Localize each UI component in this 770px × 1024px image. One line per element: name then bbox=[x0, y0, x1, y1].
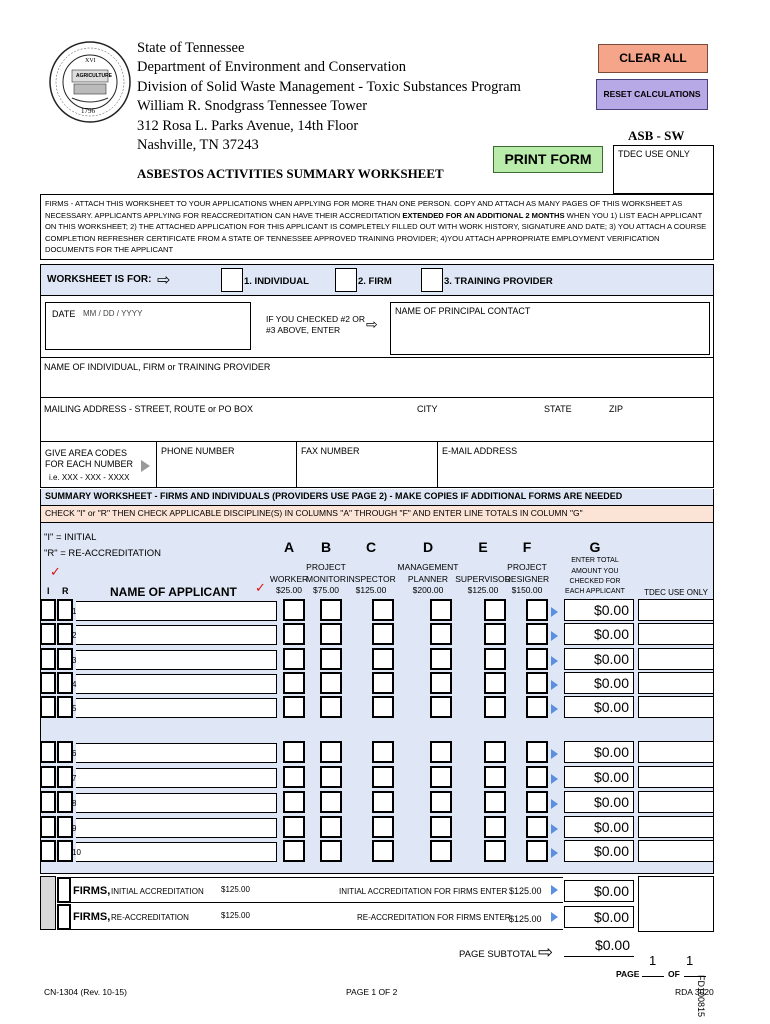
phone-label: PHONE NUMBER bbox=[161, 446, 235, 456]
tdec-use-only-label: TDEC USE ONLY bbox=[618, 149, 690, 159]
discipline-checkbox-e[interactable] bbox=[484, 766, 506, 788]
row-number: 4 bbox=[72, 680, 77, 689]
seal-year: 1796 bbox=[81, 107, 95, 115]
option-training-provider-label: 3. TRAINING PROVIDER bbox=[444, 276, 553, 287]
page-subtotal-label: PAGE SUBTOTAL bbox=[459, 949, 537, 960]
triangle-right-icon bbox=[551, 799, 558, 809]
firms-tdec-box bbox=[638, 876, 714, 932]
column-g-line-4: EACH APPLICANT bbox=[565, 588, 625, 595]
discipline-checkbox-b[interactable] bbox=[320, 766, 342, 788]
date-label: DATE bbox=[52, 309, 76, 319]
row-reaccred-checkbox[interactable] bbox=[57, 672, 73, 694]
arrow-right-icon: ⇨ bbox=[366, 316, 378, 332]
discipline-checkbox-e[interactable] bbox=[484, 840, 506, 862]
column-b-price: $75.00 bbox=[313, 585, 339, 595]
clear-all-button[interactable]: CLEAR ALL bbox=[598, 44, 708, 73]
summary-heading: SUMMARY WORKSHEET - FIRMS AND INDIVIDUALS (PROVIDERS USE PAGE 2) - MAKE COPIES IF ADDITIONAL FORMS ARE NEEDED bbox=[40, 489, 714, 506]
column-r-label: R bbox=[62, 586, 69, 596]
discipline-checkbox-f[interactable] bbox=[526, 599, 548, 621]
firms-re-total[interactable]: $0.00 bbox=[564, 906, 634, 928]
discipline-checkbox-e[interactable] bbox=[484, 741, 506, 763]
triangle-right-icon bbox=[551, 848, 558, 858]
applicant-name-input[interactable] bbox=[72, 698, 277, 718]
zip-label: ZIP bbox=[609, 404, 624, 414]
row-number: 8 bbox=[72, 799, 77, 808]
discipline-checkbox-a[interactable] bbox=[283, 599, 305, 621]
row-tdec-box bbox=[638, 599, 714, 621]
discipline-checkbox-d[interactable] bbox=[430, 840, 452, 862]
row-initial-checkbox[interactable] bbox=[40, 623, 56, 645]
applicant-name-input[interactable] bbox=[72, 743, 277, 763]
discipline-checkbox-f[interactable] bbox=[526, 840, 548, 862]
discipline-checkbox-d[interactable] bbox=[430, 648, 452, 670]
area-codes-line-2: FOR EACH NUMBER bbox=[45, 459, 134, 469]
discipline-checkbox-c[interactable] bbox=[372, 623, 394, 645]
discipline-checkbox-f[interactable] bbox=[526, 816, 548, 838]
discipline-checkbox-e[interactable] bbox=[484, 696, 506, 718]
firms-re-checkbox[interactable] bbox=[57, 904, 71, 930]
discipline-checkbox-a[interactable] bbox=[283, 648, 305, 670]
discipline-checkbox-d[interactable] bbox=[430, 741, 452, 763]
row-number: 3 bbox=[72, 656, 77, 665]
row-initial-checkbox[interactable] bbox=[40, 840, 56, 862]
row-reaccred-checkbox[interactable] bbox=[57, 766, 73, 788]
print-form-button[interactable]: PRINT FORM bbox=[493, 146, 603, 173]
discipline-checkbox-f[interactable] bbox=[526, 766, 548, 788]
row-number: 6 bbox=[72, 749, 77, 758]
row-number: 9 bbox=[72, 824, 77, 833]
firms-re-price: $125.00 bbox=[221, 911, 250, 920]
instructions-text-2: WHEN YOU 1) LIST EACH APPLICANT ON THIS WORKSHEET; 2) THE ATTACHED APPLICATION FOR THIS APPLICANT IS COMPLETELY FILLED OUT WITH WORK HISTORY, SIGNATURE AND DATE; 3) YOU ATTACH A COURSE COMPLETION REFRESHER CERTIFICATE FROM A STATE OF TENNESSEE APPROVED TRAINING PROVIDER; 4)YOU ATTACH APPROPRIATE EMPLOYMENT VERIFICATION DOCUMENTS FOR THE APPLICANT bbox=[45, 210, 707, 254]
header-state: State of Tennessee bbox=[137, 40, 245, 56]
row-total-amount[interactable]: $0.00 bbox=[564, 648, 634, 670]
triangle-right-icon bbox=[551, 656, 558, 666]
footer-form-number: CN-1304 (Rev. 10-15) bbox=[44, 987, 127, 997]
discipline-checkbox-b[interactable] bbox=[320, 648, 342, 670]
discipline-checkbox-e[interactable] bbox=[484, 599, 506, 621]
checkbox-individual[interactable] bbox=[221, 268, 243, 292]
applicant-name-input[interactable] bbox=[72, 625, 277, 645]
city-label: CITY bbox=[417, 404, 438, 414]
discipline-checkbox-f[interactable] bbox=[526, 741, 548, 763]
instructions-bold: EXTENDED FOR AN ADDITIONAL 2 MONTHS bbox=[402, 210, 565, 220]
firms-re-enter-label: RE-ACCREDITATION FOR FIRMS ENTER bbox=[357, 913, 511, 922]
row-reaccred-checkbox[interactable] bbox=[57, 623, 73, 645]
header-city: Nashville, TN 37243 bbox=[137, 137, 259, 153]
worksheet-for-label: WORKSHEET IS FOR: bbox=[47, 274, 152, 285]
triangle-right-icon bbox=[141, 460, 150, 472]
triangle-right-icon bbox=[551, 631, 558, 641]
page-title: ASBESTOS ACTIVITIES SUMMARY WORKSHEET bbox=[137, 166, 444, 181]
triangle-right-icon bbox=[551, 749, 558, 759]
page-subtotal-value[interactable]: $0.00 bbox=[564, 935, 634, 957]
firms-initial-checkbox[interactable] bbox=[57, 877, 71, 903]
seal-center-text: AGRICULTURE bbox=[76, 73, 113, 79]
row-number: 10 bbox=[72, 848, 81, 857]
discipline-checkbox-f[interactable] bbox=[526, 791, 548, 813]
discipline-checkbox-a[interactable] bbox=[283, 766, 305, 788]
firms-re-label: RE-ACCREDITATION bbox=[111, 913, 189, 922]
row-initial-checkbox[interactable] bbox=[40, 672, 56, 694]
applicant-name-input[interactable] bbox=[72, 818, 277, 838]
column-f-line-1: PROJECT bbox=[507, 562, 547, 572]
row-tdec-box bbox=[638, 741, 714, 763]
triangle-right-icon bbox=[551, 824, 558, 834]
checkbox-training-provider[interactable] bbox=[421, 268, 443, 292]
discipline-checkbox-b[interactable] bbox=[320, 840, 342, 862]
tdec-use-only-column: TDEC USE ONLY bbox=[644, 588, 708, 597]
triangle-right-icon bbox=[551, 607, 558, 617]
row-tdec-box bbox=[638, 672, 714, 694]
of-label: OF bbox=[668, 969, 680, 979]
check-mark-icon: ✓ bbox=[255, 580, 266, 595]
instructions-text-1: FIRMS - ATTACH THIS WORKSHEET TO YOUR APPLICATIONS WHEN APPLYING FOR MORE THAN ONE PERSON. COPY AND ATTACH AS MANY PAGES OF THIS WORKSHEET AS NECESSARY. APPLICANTS APPLYING FOR REACCREDITATION CAN HAVE THEIR ACCREDITATION bbox=[45, 199, 683, 220]
column-f-price: $150.00 bbox=[511, 585, 543, 595]
firms-initial-label: INITIAL ACCREDITATION bbox=[111, 887, 204, 896]
seal-roman: XVI bbox=[85, 58, 96, 64]
arrow-right-icon: ⇨ bbox=[538, 942, 554, 962]
firms-re-enter-amount: $125.00 bbox=[509, 914, 542, 924]
column-c-letter: C bbox=[365, 539, 377, 555]
firms-initial-bold-label: FIRMS, bbox=[73, 885, 111, 897]
discipline-checkbox-a[interactable] bbox=[283, 672, 305, 694]
triangle-right-icon bbox=[551, 912, 558, 922]
discipline-checkbox-e[interactable] bbox=[484, 672, 506, 694]
tdec-use-only-box bbox=[613, 145, 714, 194]
firms-initial-enter-label: INITIAL ACCREDITATION FOR FIRMS ENTER bbox=[339, 887, 508, 896]
row-initial-checkbox[interactable] bbox=[40, 741, 56, 763]
row-reaccred-checkbox[interactable] bbox=[57, 840, 73, 862]
column-a-letter: A bbox=[283, 539, 295, 555]
reset-calculations-button[interactable]: RESET CALCULATIONS bbox=[596, 79, 708, 110]
firms-initial-total[interactable]: $0.00 bbox=[564, 880, 634, 902]
triangle-right-icon bbox=[551, 680, 558, 690]
phone-row bbox=[40, 442, 714, 488]
firms-initial-enter-amount: $125.00 bbox=[509, 886, 542, 896]
option-firm-label: 2. FIRM bbox=[358, 276, 392, 287]
discipline-checkbox-a[interactable] bbox=[283, 741, 305, 763]
column-c-price: $125.00 bbox=[355, 585, 387, 595]
principal-contact-label: NAME OF PRINCIPAL CONTACT bbox=[395, 306, 531, 316]
header-department: Department of Environment and Conservation bbox=[137, 59, 406, 75]
row-total-amount[interactable]: $0.00 bbox=[564, 741, 634, 763]
email-label: E-MAIL ADDRESS bbox=[442, 446, 518, 456]
firms-re-bold-label: FIRMS, bbox=[73, 911, 111, 923]
form-code: ASB - SW bbox=[628, 128, 685, 143]
row-total-amount[interactable]: $0.00 bbox=[564, 672, 634, 694]
row-initial-checkbox[interactable] bbox=[40, 791, 56, 813]
row-total-amount[interactable]: $0.00 bbox=[564, 599, 634, 621]
column-e-letter: E bbox=[478, 539, 488, 555]
applicant-name-input[interactable] bbox=[72, 793, 277, 813]
state-seal bbox=[48, 40, 132, 124]
date-field[interactable] bbox=[45, 302, 251, 350]
name-of-applicant-header: NAME OF APPLICANT bbox=[110, 585, 237, 599]
discipline-checkbox-d[interactable] bbox=[430, 623, 452, 645]
reaccreditation-legend: "R" = RE-ACCREDITATION bbox=[44, 548, 161, 559]
column-f-letter: F bbox=[522, 539, 532, 555]
checkbox-firm[interactable] bbox=[335, 268, 357, 292]
row-reaccred-checkbox[interactable] bbox=[57, 741, 73, 763]
discipline-checkbox-d[interactable] bbox=[430, 696, 452, 718]
header-division: Division of Solid Waste Management - Toxic Substances Program bbox=[137, 79, 521, 95]
column-b-title: MONITOR bbox=[306, 574, 346, 584]
page-label: PAGE bbox=[616, 969, 640, 979]
column-b-letter: B bbox=[320, 539, 332, 555]
instructions-box bbox=[40, 194, 714, 260]
column-i-label: I bbox=[47, 586, 50, 596]
address-row bbox=[40, 398, 714, 442]
area-codes-example: i.e. XXX - XXX - XXXX bbox=[49, 473, 130, 482]
row-initial-checkbox[interactable] bbox=[40, 766, 56, 788]
column-e-price: $125.00 bbox=[467, 585, 499, 595]
applicant-name-input[interactable] bbox=[72, 674, 277, 694]
column-g-line-1: ENTER TOTAL bbox=[571, 557, 619, 564]
page-number-value: 1 bbox=[649, 953, 657, 968]
triangle-right-icon bbox=[551, 774, 558, 784]
column-d-price: $200.00 bbox=[412, 585, 444, 595]
row-tdec-box bbox=[638, 791, 714, 813]
column-g-line-2: AMOUNT YOU bbox=[571, 568, 619, 575]
if-checked-text: IF YOU CHECKED #2 OR #3 ABOVE, ENTER bbox=[266, 314, 366, 335]
row-tdec-box bbox=[638, 648, 714, 670]
discipline-checkbox-b[interactable] bbox=[320, 599, 342, 621]
discipline-checkbox-a[interactable] bbox=[283, 840, 305, 862]
discipline-checkbox-c[interactable] bbox=[372, 766, 394, 788]
discipline-checkbox-b[interactable] bbox=[320, 672, 342, 694]
discipline-checkbox-a[interactable] bbox=[283, 791, 305, 813]
firms-re-row bbox=[71, 904, 563, 930]
discipline-checkbox-a[interactable] bbox=[283, 696, 305, 718]
name-field[interactable] bbox=[40, 358, 714, 398]
row-tdec-box bbox=[638, 816, 714, 838]
row-number: 2 bbox=[72, 631, 77, 640]
discipline-checkbox-c[interactable] bbox=[372, 696, 394, 718]
triangle-right-icon bbox=[551, 704, 558, 714]
row-tdec-box bbox=[638, 840, 714, 862]
applicant-name-input[interactable] bbox=[72, 768, 277, 788]
firms-initial-row bbox=[71, 877, 563, 903]
initial-legend: "I" = INITIAL bbox=[44, 532, 97, 543]
triangle-right-icon bbox=[551, 885, 558, 895]
column-a-title: WORKER bbox=[269, 574, 309, 584]
row-initial-checkbox[interactable] bbox=[40, 599, 56, 621]
discipline-checkbox-c[interactable] bbox=[372, 791, 394, 813]
column-d-letter: D bbox=[422, 539, 434, 555]
discipline-checkbox-d[interactable] bbox=[430, 766, 452, 788]
discipline-checkbox-b[interactable] bbox=[320, 696, 342, 718]
row-number: 7 bbox=[72, 774, 77, 783]
discipline-checkbox-b[interactable] bbox=[320, 623, 342, 645]
discipline-checkbox-d[interactable] bbox=[430, 816, 452, 838]
discipline-checkbox-b[interactable] bbox=[320, 816, 342, 838]
column-f-title: DESIGNER bbox=[504, 574, 550, 584]
discipline-checkbox-e[interactable] bbox=[484, 816, 506, 838]
row-number: 1 bbox=[72, 607, 77, 616]
column-e-title: SUPERVISOR bbox=[455, 574, 511, 584]
row-reaccred-checkbox[interactable] bbox=[57, 696, 73, 718]
applicant-name-input[interactable] bbox=[72, 650, 277, 670]
discipline-checkbox-d[interactable] bbox=[430, 599, 452, 621]
discipline-checkbox-c[interactable] bbox=[372, 672, 394, 694]
column-g-line-3: CHECKED FOR bbox=[569, 578, 621, 585]
name-label: NAME OF INDIVIDUAL, FIRM or TRAINING PROVIDER bbox=[44, 362, 271, 372]
area-codes-line-1: GIVE AREA CODES bbox=[45, 448, 128, 458]
firms-rows-shade bbox=[40, 876, 56, 930]
mailing-address-label: MAILING ADDRESS - STREET, ROUTE or PO BOX bbox=[44, 404, 254, 414]
principal-contact-field[interactable] bbox=[390, 302, 710, 355]
row-reaccred-checkbox[interactable] bbox=[57, 648, 73, 670]
summary-instruction: CHECK "I" or "R" THEN CHECK APPLICABLE DISCIPLINE(S) IN COLUMNS "A" THROUGH "F" AND ENTER LINE TOTALS IN COLUMN "G" bbox=[40, 506, 714, 523]
worksheet-for-row bbox=[40, 264, 714, 296]
check-mark-icon: ✓ bbox=[50, 564, 61, 579]
row-total-amount[interactable]: $0.00 bbox=[564, 816, 634, 838]
option-individual-label: 1. INDIVIDUAL bbox=[244, 276, 309, 287]
discipline-checkbox-b[interactable] bbox=[320, 791, 342, 813]
row-total-amount[interactable]: $0.00 bbox=[564, 696, 634, 718]
column-a-price: $25.00 bbox=[276, 585, 302, 595]
column-c-title: INSPECTOR bbox=[346, 574, 396, 584]
row-initial-checkbox[interactable] bbox=[40, 696, 56, 718]
discipline-checkbox-a[interactable] bbox=[283, 816, 305, 838]
column-d-title: PLANNER bbox=[407, 574, 449, 584]
row-initial-checkbox[interactable] bbox=[40, 816, 56, 838]
row-number: 5 bbox=[72, 704, 77, 713]
header-street: 312 Rosa L. Parks Avenue, 14th Floor bbox=[137, 118, 359, 134]
page-count-value: 1 bbox=[686, 953, 694, 968]
row-initial-checkbox[interactable] bbox=[40, 648, 56, 670]
date-placeholder: MM / DD / YYYY bbox=[83, 309, 143, 318]
applicant-name-input[interactable] bbox=[72, 842, 277, 862]
row-total-amount[interactable]: $0.00 bbox=[564, 840, 634, 862]
discipline-checkbox-e[interactable] bbox=[484, 791, 506, 813]
column-b-line-1: PROJECT bbox=[306, 562, 346, 572]
discipline-checkbox-e[interactable] bbox=[484, 623, 506, 645]
row-tdec-box bbox=[638, 623, 714, 645]
discipline-checkbox-c[interactable] bbox=[372, 816, 394, 838]
discipline-checkbox-d[interactable] bbox=[430, 672, 452, 694]
footer-page: PAGE 1 OF 2 bbox=[346, 987, 398, 997]
footer-rda: RDA 3020 bbox=[675, 987, 714, 997]
column-d-line-1: MANAGEMENT bbox=[397, 562, 459, 572]
row-reaccred-checkbox[interactable] bbox=[57, 791, 73, 813]
discipline-checkbox-c[interactable] bbox=[372, 840, 394, 862]
discipline-checkbox-f[interactable] bbox=[526, 672, 548, 694]
discipline-checkbox-f[interactable] bbox=[526, 648, 548, 670]
row-reaccred-checkbox[interactable] bbox=[57, 599, 73, 621]
row-total-amount[interactable]: $0.00 bbox=[564, 791, 634, 813]
discipline-checkbox-f[interactable] bbox=[526, 696, 548, 718]
discipline-checkbox-d[interactable] bbox=[430, 791, 452, 813]
discipline-checkbox-c[interactable] bbox=[372, 599, 394, 621]
row-tdec-box bbox=[638, 696, 714, 718]
row-total-amount[interactable]: $0.00 bbox=[564, 623, 634, 645]
discipline-checkbox-c[interactable] bbox=[372, 648, 394, 670]
row-tdec-box bbox=[638, 766, 714, 788]
fax-label: FAX NUMBER bbox=[301, 446, 360, 456]
column-g-letter: G bbox=[589, 539, 601, 555]
discipline-checkbox-f[interactable] bbox=[526, 623, 548, 645]
discipline-checkbox-e[interactable] bbox=[484, 648, 506, 670]
firms-initial-price: $125.00 bbox=[221, 885, 250, 894]
arrow-right-icon: ⇨ bbox=[157, 272, 171, 289]
side-form-code: FD100815 bbox=[696, 975, 706, 1018]
applicant-name-input[interactable] bbox=[72, 601, 277, 621]
discipline-checkbox-b[interactable] bbox=[320, 741, 342, 763]
discipline-checkbox-a[interactable] bbox=[283, 623, 305, 645]
state-label: STATE bbox=[544, 404, 572, 414]
discipline-checkbox-c[interactable] bbox=[372, 741, 394, 763]
row-reaccred-checkbox[interactable] bbox=[57, 816, 73, 838]
header-building: William R. Snodgrass Tennessee Tower bbox=[137, 98, 368, 114]
row-total-amount[interactable]: $0.00 bbox=[564, 766, 634, 788]
